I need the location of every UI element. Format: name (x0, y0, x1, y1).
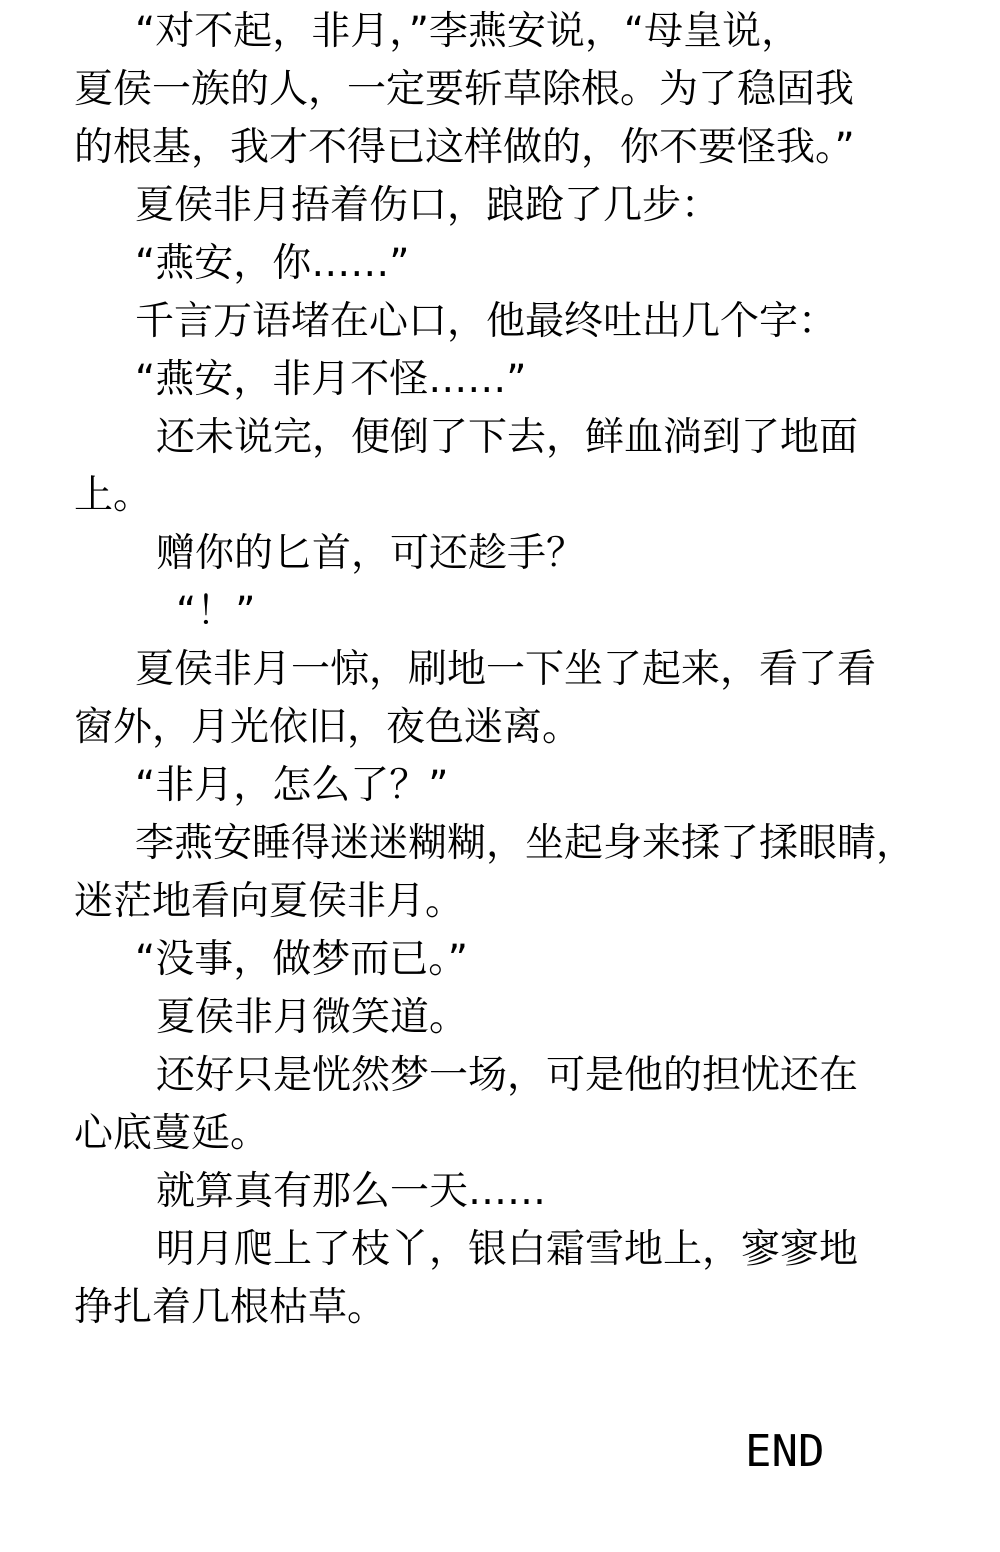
text-line: “非月，怎么了？” (135, 763, 449, 808)
text-line: “燕安，非月不怪……” (135, 357, 527, 402)
text-line: “！” (176, 589, 256, 634)
text-line: 心底蔓延。 (74, 1111, 270, 1156)
text-line: 明月爬上了枝丫，银白霜雪地上，寥寥地 (156, 1227, 859, 1272)
text-line: “没事，做梦而已。” (135, 937, 468, 982)
text-line: 挣扎着几根枯草。 (74, 1285, 387, 1330)
text-line: 夏侯非月一惊，刷地一下坐了起来，看了看 (135, 647, 877, 692)
text-line: 窗外，月光依旧，夜色迷离。 (74, 705, 582, 750)
text-line: 就算真有那么一天…… (156, 1169, 547, 1214)
text-line: 李燕安睡得迷迷糊糊，坐起身来揉了揉眼睛， (135, 821, 916, 866)
text-line: 夏侯非月微笑道。 (156, 995, 469, 1040)
text-line: “燕安，你……” (135, 241, 410, 286)
text-line: 上。 (74, 473, 153, 518)
text-line: 夏侯非月捂着伤口，踉跄了几步： (135, 183, 721, 228)
text-line: 赠你的匕首，可还趁手？ (156, 531, 586, 576)
text-line: 还好只是恍然梦一场，可是他的担忧还在 (156, 1053, 859, 1098)
text-line: 迷茫地看向夏侯非月。 (74, 879, 465, 924)
text-line: 千言万语堵在心口，他最终吐出几个字： (135, 299, 838, 344)
text-line: 夏侯一族的人，一定要斩草除根。为了稳固我 (74, 67, 855, 112)
text-line: 的根基，我才不得已这样做的，你不要怪我。” (74, 125, 855, 170)
text-line: 还未说完，便倒了下去，鲜血淌到了地面 (156, 415, 859, 460)
end-label: END (745, 1426, 825, 1477)
text-line: “对不起，非月，”李燕安说，“母皇说， (135, 9, 801, 54)
